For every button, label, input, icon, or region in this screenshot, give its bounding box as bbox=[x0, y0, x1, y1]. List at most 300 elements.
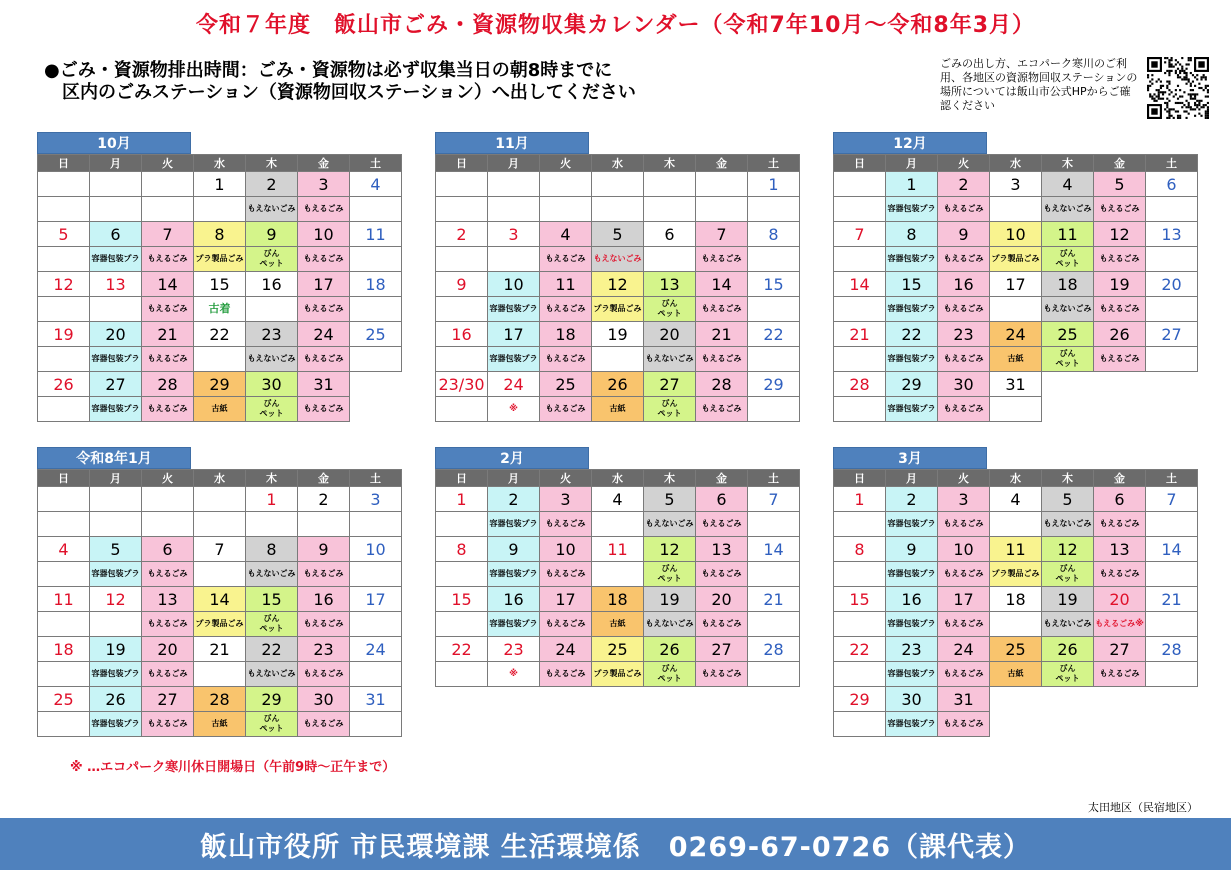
collection-type-label: もえるごみ bbox=[545, 404, 586, 413]
weekday-header: 金 bbox=[1094, 470, 1146, 487]
collection-type-label: 容器包装プラ bbox=[489, 519, 538, 528]
page-title: 令和７年度 飯山市ごみ・資源物収集カレンダー（令和7年10月～令和8年3月） bbox=[195, 13, 1036, 38]
collection-cell bbox=[748, 297, 800, 322]
collection-type-label: もえるごみ bbox=[545, 669, 586, 678]
collection-cell bbox=[886, 512, 938, 537]
collection-cell bbox=[938, 347, 990, 372]
collection-cell bbox=[1094, 197, 1146, 222]
calendar-month-5 bbox=[435, 447, 800, 687]
collection-type-label: もえるごみ bbox=[943, 204, 984, 213]
date-cell: 4 bbox=[350, 172, 402, 197]
collection-cell bbox=[142, 662, 194, 687]
collection-cell bbox=[142, 612, 194, 637]
weekday-header: 月 bbox=[886, 155, 938, 172]
collection-cell bbox=[938, 612, 990, 637]
date-cell: 29 bbox=[834, 687, 886, 712]
month-title: 10月 bbox=[37, 132, 191, 154]
collection-type-label: 容器包装プラ bbox=[887, 619, 936, 628]
date-cell: 23 bbox=[938, 322, 990, 347]
date-cell: 8 bbox=[194, 222, 246, 247]
collection-type-label: もえないごみ bbox=[247, 569, 296, 578]
collection-cell bbox=[938, 397, 990, 422]
collection-cell bbox=[540, 612, 592, 637]
collection-cell bbox=[436, 562, 488, 587]
collection-cell bbox=[436, 197, 488, 222]
collection-cell bbox=[644, 512, 696, 537]
date-cell: 9 bbox=[938, 222, 990, 247]
collection-cell bbox=[938, 712, 990, 737]
date-cell: 10 bbox=[350, 537, 402, 562]
date-cell: 11 bbox=[990, 537, 1042, 562]
area-label: 太田地区（民宿地区） bbox=[1088, 801, 1198, 814]
date-cell: 22 bbox=[246, 637, 298, 662]
date-cell: 25 bbox=[1042, 322, 1094, 347]
collection-type-label: もえるごみ bbox=[147, 254, 188, 263]
date-cell: 14 bbox=[1146, 537, 1198, 562]
calendar-month-6 bbox=[833, 447, 1198, 737]
weekday-header: 月 bbox=[886, 470, 938, 487]
collection-cell bbox=[748, 397, 800, 422]
date-cell: 28 bbox=[696, 372, 748, 397]
collection-row bbox=[38, 297, 402, 322]
collection-cell bbox=[644, 347, 696, 372]
collection-cell bbox=[696, 612, 748, 637]
collection-cell bbox=[644, 562, 696, 587]
date-cell: 8 bbox=[834, 537, 886, 562]
collection-type-label: もえるごみ bbox=[303, 619, 344, 628]
date-cell: 12 bbox=[592, 272, 644, 297]
collection-cell bbox=[194, 612, 246, 637]
date-cell: 6 bbox=[142, 537, 194, 562]
collection-cell bbox=[488, 662, 540, 687]
date-cell: 17 bbox=[540, 587, 592, 612]
collection-cell bbox=[696, 662, 748, 687]
collection-cell bbox=[1042, 197, 1094, 222]
collection-type-label: もえるごみ bbox=[545, 569, 586, 578]
date-cell bbox=[90, 172, 142, 197]
collection-cell bbox=[194, 247, 246, 272]
collection-cell bbox=[1094, 612, 1146, 637]
collection-type-label: もえるごみ bbox=[701, 404, 742, 413]
calendar-month-2 bbox=[435, 132, 800, 422]
date-cell: 9 bbox=[298, 537, 350, 562]
date-row bbox=[38, 637, 402, 662]
collection-cell bbox=[298, 662, 350, 687]
collection-type-label: もえるごみ bbox=[147, 404, 188, 413]
collection-cell bbox=[298, 247, 350, 272]
collection-type-label: もえないごみ bbox=[1043, 204, 1092, 213]
calendar-month-4 bbox=[37, 447, 402, 737]
weekday-header: 月 bbox=[90, 470, 142, 487]
collection-cell bbox=[90, 297, 142, 322]
collection-cell bbox=[540, 397, 592, 422]
date-cell: 8 bbox=[436, 537, 488, 562]
date-cell: 2 bbox=[436, 222, 488, 247]
collection-type-label: 容器包装プラ bbox=[887, 569, 936, 578]
collection-cell bbox=[90, 612, 142, 637]
collection-cell bbox=[644, 197, 696, 222]
date-row bbox=[38, 172, 402, 197]
collection-cell bbox=[540, 297, 592, 322]
collection-row bbox=[38, 512, 402, 537]
date-cell: 5 bbox=[1094, 172, 1146, 197]
collection-cell bbox=[1146, 562, 1198, 587]
collection-cell bbox=[142, 397, 194, 422]
collection-cell bbox=[1094, 662, 1146, 687]
date-cell: 20 bbox=[696, 587, 748, 612]
date-row bbox=[38, 322, 402, 347]
collection-cell bbox=[350, 197, 402, 222]
date-row bbox=[38, 272, 402, 297]
weekday-header: 火 bbox=[142, 470, 194, 487]
date-cell: 22 bbox=[748, 322, 800, 347]
date-cell: 27 bbox=[1146, 322, 1198, 347]
collection-cell bbox=[834, 712, 886, 737]
collection-type-label: もえるごみ bbox=[1099, 354, 1140, 363]
date-cell: 19 bbox=[1094, 272, 1146, 297]
weekday-header: 日 bbox=[436, 155, 488, 172]
date-cell: 12 bbox=[1042, 537, 1094, 562]
weekday-header: 火 bbox=[540, 155, 592, 172]
collection-cell bbox=[1094, 247, 1146, 272]
collection-type-label: 容器包装プラ bbox=[887, 304, 936, 313]
collection-cell bbox=[886, 297, 938, 322]
collection-cell bbox=[436, 297, 488, 322]
date-cell: 24 bbox=[298, 322, 350, 347]
date-cell: 26 bbox=[90, 687, 142, 712]
calendar-grid bbox=[37, 154, 402, 422]
collection-cell bbox=[748, 197, 800, 222]
date-cell: 8 bbox=[748, 222, 800, 247]
weekday-header: 土 bbox=[1146, 155, 1198, 172]
collection-cell bbox=[886, 662, 938, 687]
collection-type-label: もえるごみ bbox=[1099, 304, 1140, 313]
collection-cell bbox=[1146, 297, 1198, 322]
collection-type-label: もえるごみ bbox=[303, 569, 344, 578]
date-cell: 5 bbox=[90, 537, 142, 562]
collection-cell bbox=[540, 562, 592, 587]
collection-cell bbox=[488, 197, 540, 222]
date-cell: 13 bbox=[90, 272, 142, 297]
collection-type-label: 容器包装プラ bbox=[91, 354, 140, 363]
collection-cell bbox=[540, 347, 592, 372]
collection-type-label: もえるごみ bbox=[701, 254, 742, 263]
date-cell: 22 bbox=[834, 637, 886, 662]
collection-cell bbox=[1042, 662, 1094, 687]
collection-cell bbox=[298, 612, 350, 637]
collection-cell bbox=[1042, 612, 1094, 637]
date-cell: 16 bbox=[436, 322, 488, 347]
date-cell: 6 bbox=[644, 222, 696, 247]
collection-type-label: もえるごみ bbox=[701, 619, 742, 628]
collection-type-label: びん ペット bbox=[657, 664, 682, 683]
collection-cell bbox=[938, 562, 990, 587]
collection-row bbox=[834, 197, 1198, 222]
collection-cell bbox=[696, 562, 748, 587]
collection-type-label: もえるごみ bbox=[147, 669, 188, 678]
date-cell: 1 bbox=[436, 487, 488, 512]
date-cell: 25 bbox=[592, 637, 644, 662]
weekday-header: 土 bbox=[350, 155, 402, 172]
date-cell: 23 bbox=[298, 637, 350, 662]
date-row bbox=[834, 222, 1198, 247]
weekday-header: 金 bbox=[298, 155, 350, 172]
collection-type-label: 容器包装プラ bbox=[91, 404, 140, 413]
date-row bbox=[436, 372, 800, 397]
date-row bbox=[436, 172, 800, 197]
collection-type-label: もえないごみ bbox=[247, 354, 296, 363]
collection-cell bbox=[38, 562, 90, 587]
date-cell: 13 bbox=[1146, 222, 1198, 247]
collection-row bbox=[436, 347, 800, 372]
date-cell: 9 bbox=[488, 537, 540, 562]
collection-cell bbox=[488, 612, 540, 637]
date-cell: 27 bbox=[90, 372, 142, 397]
collection-cell bbox=[488, 247, 540, 272]
collection-cell bbox=[298, 347, 350, 372]
collection-cell bbox=[1042, 297, 1094, 322]
collection-cell bbox=[938, 197, 990, 222]
collection-type-label: もえるごみ bbox=[1099, 569, 1140, 578]
collection-cell bbox=[990, 562, 1042, 587]
weekday-header: 金 bbox=[696, 155, 748, 172]
calendar-grid bbox=[435, 469, 800, 687]
collection-cell bbox=[1094, 347, 1146, 372]
collection-cell bbox=[748, 512, 800, 537]
date-cell: 21 bbox=[748, 587, 800, 612]
collection-type-label: 容器包装プラ bbox=[91, 254, 140, 263]
collection-cell bbox=[748, 562, 800, 587]
collection-type-label: びん ペット bbox=[657, 299, 682, 318]
collection-type-label: もえるごみ bbox=[303, 669, 344, 678]
date-cell: 29 bbox=[194, 372, 246, 397]
collection-cell bbox=[748, 247, 800, 272]
collection-cell bbox=[38, 712, 90, 737]
date-cell: 3 bbox=[990, 172, 1042, 197]
date-cell: 12 bbox=[1094, 222, 1146, 247]
date-row bbox=[436, 322, 800, 347]
collection-row bbox=[834, 397, 1198, 422]
collection-cell bbox=[38, 297, 90, 322]
collection-cell bbox=[488, 512, 540, 537]
date-cell: 31 bbox=[350, 687, 402, 712]
collection-cell bbox=[194, 297, 246, 322]
date-cell: 16 bbox=[298, 587, 350, 612]
collection-type-label: びん ペット bbox=[259, 614, 284, 633]
weekday-header: 日 bbox=[436, 470, 488, 487]
date-cell: 3 bbox=[540, 487, 592, 512]
weekday-header: 日 bbox=[38, 470, 90, 487]
collection-type-label: もえるごみ bbox=[701, 569, 742, 578]
date-row bbox=[436, 637, 800, 662]
weekday-header: 火 bbox=[938, 155, 990, 172]
collection-cell bbox=[748, 612, 800, 637]
date-cell: 19 bbox=[38, 322, 90, 347]
date-cell: 29 bbox=[748, 372, 800, 397]
date-cell: 18 bbox=[990, 587, 1042, 612]
date-cell: 21 bbox=[696, 322, 748, 347]
date-cell: 21 bbox=[142, 322, 194, 347]
collection-row bbox=[436, 197, 800, 222]
date-cell: 31 bbox=[938, 687, 990, 712]
ecopark-footnote: ※ …エコパーク寒川休日開場日（午前9時～正午まで） bbox=[70, 760, 396, 775]
collection-row bbox=[834, 297, 1198, 322]
date-cell: 7 bbox=[1146, 487, 1198, 512]
weekday-header: 木 bbox=[246, 470, 298, 487]
calendar-month-3 bbox=[833, 132, 1198, 422]
collection-cell bbox=[886, 612, 938, 637]
weekday-header: 日 bbox=[834, 155, 886, 172]
weekday-header: 火 bbox=[142, 155, 194, 172]
collection-cell bbox=[298, 562, 350, 587]
date-cell: 26 bbox=[1094, 322, 1146, 347]
collection-row bbox=[436, 397, 800, 422]
date-row bbox=[834, 587, 1198, 612]
date-cell: 27 bbox=[644, 372, 696, 397]
weekday-header: 水 bbox=[592, 155, 644, 172]
collection-cell bbox=[938, 247, 990, 272]
date-cell: 12 bbox=[644, 537, 696, 562]
date-cell: 14 bbox=[142, 272, 194, 297]
collection-cell bbox=[350, 247, 402, 272]
collection-type-label: もえるごみ bbox=[943, 669, 984, 678]
collection-type-label: もえるごみ bbox=[943, 569, 984, 578]
collection-type-label: プラ製品ごみ bbox=[195, 619, 244, 628]
collection-cell bbox=[592, 397, 644, 422]
collection-type-label: もえるごみ bbox=[147, 354, 188, 363]
collection-cell bbox=[990, 197, 1042, 222]
collection-type-label: 容器包装プラ bbox=[887, 204, 936, 213]
date-cell: 20 bbox=[1094, 587, 1146, 612]
collection-cell bbox=[1042, 512, 1094, 537]
collection-cell bbox=[592, 612, 644, 637]
weekday-header: 火 bbox=[938, 470, 990, 487]
date-cell: 17 bbox=[350, 587, 402, 612]
collection-row bbox=[436, 562, 800, 587]
weekday-header: 土 bbox=[748, 470, 800, 487]
date-cell: 11 bbox=[1042, 222, 1094, 247]
collection-cell bbox=[246, 197, 298, 222]
date-row bbox=[834, 322, 1198, 347]
weekday-header: 木 bbox=[1042, 155, 1094, 172]
weekday-header: 日 bbox=[38, 155, 90, 172]
collection-cell bbox=[142, 562, 194, 587]
collection-cell bbox=[246, 712, 298, 737]
date-row bbox=[834, 372, 1198, 397]
collection-cell bbox=[644, 612, 696, 637]
collection-cell bbox=[90, 347, 142, 372]
collection-cell bbox=[886, 347, 938, 372]
collection-type-label: もえるごみ bbox=[943, 719, 984, 728]
collection-cell bbox=[436, 397, 488, 422]
date-cell: 10 bbox=[298, 222, 350, 247]
collection-cell bbox=[644, 662, 696, 687]
date-cell: 17 bbox=[938, 587, 990, 612]
collection-type-label: もえるごみ bbox=[1095, 619, 1136, 628]
collection-cell bbox=[886, 712, 938, 737]
collection-type-label: 古紙 bbox=[211, 404, 228, 413]
date-cell: 16 bbox=[246, 272, 298, 297]
weekday-header: 木 bbox=[644, 470, 696, 487]
date-cell: 15 bbox=[748, 272, 800, 297]
collection-cell bbox=[592, 197, 644, 222]
date-cell: 13 bbox=[696, 537, 748, 562]
date-cell: 27 bbox=[696, 637, 748, 662]
calendar-month-1 bbox=[37, 132, 402, 422]
collection-row bbox=[38, 562, 402, 587]
collection-time-notice bbox=[44, 60, 636, 104]
date-cell: 16 bbox=[938, 272, 990, 297]
date-cell: 31 bbox=[298, 372, 350, 397]
collection-type-label: もえるごみ bbox=[701, 669, 742, 678]
date-cell: 26 bbox=[644, 637, 696, 662]
date-cell: 25 bbox=[990, 637, 1042, 662]
collection-type-label: 容器包装プラ bbox=[489, 354, 538, 363]
collection-cell bbox=[1042, 562, 1094, 587]
date-cell: 23 bbox=[246, 322, 298, 347]
weekday-header: 土 bbox=[748, 155, 800, 172]
collection-type-label: 容器包装プラ bbox=[489, 304, 538, 313]
collection-cell bbox=[488, 347, 540, 372]
date-cell: 15 bbox=[194, 272, 246, 297]
date-cell: 15 bbox=[886, 272, 938, 297]
website-note: ごみの出し方、エコパーク寒川のご利用、各地区の資源物回収ステーションの場所については飯山市公式HPからご確認ください bbox=[940, 57, 1138, 112]
collection-type-label: もえるごみ bbox=[545, 254, 586, 263]
date-cell bbox=[436, 172, 488, 197]
collection-cell bbox=[696, 297, 748, 322]
date-cell: 24 bbox=[350, 637, 402, 662]
date-cell: 29 bbox=[246, 687, 298, 712]
collection-row bbox=[436, 612, 800, 637]
date-cell: 17 bbox=[990, 272, 1042, 297]
collection-cell bbox=[142, 247, 194, 272]
qr-code-icon[interactable] bbox=[1147, 57, 1209, 119]
date-cell: 20 bbox=[142, 637, 194, 662]
collection-cell bbox=[1146, 662, 1198, 687]
date-cell: 25 bbox=[540, 372, 592, 397]
collection-cell bbox=[194, 512, 246, 537]
collection-cell bbox=[748, 662, 800, 687]
date-cell bbox=[38, 487, 90, 512]
collection-cell bbox=[886, 397, 938, 422]
collection-type-label: プラ製品ごみ bbox=[593, 669, 642, 678]
collection-cell bbox=[592, 297, 644, 322]
collection-cell bbox=[298, 197, 350, 222]
date-cell: 7 bbox=[194, 537, 246, 562]
date-cell: 6 bbox=[90, 222, 142, 247]
date-cell: 2 bbox=[298, 487, 350, 512]
date-cell: 10 bbox=[540, 537, 592, 562]
weekday-header: 木 bbox=[246, 155, 298, 172]
collection-type-label: もえるごみ bbox=[303, 204, 344, 213]
collection-type-label: 容器包装プラ bbox=[887, 354, 936, 363]
date-row bbox=[834, 687, 1198, 712]
collection-type-label: 容器包装プラ bbox=[887, 719, 936, 728]
date-cell: 2 bbox=[488, 487, 540, 512]
date-row bbox=[834, 172, 1198, 197]
month-title: 2月 bbox=[435, 447, 589, 469]
collection-type-label: もえるごみ bbox=[545, 519, 586, 528]
date-cell: 1 bbox=[194, 172, 246, 197]
date-cell: 13 bbox=[1094, 537, 1146, 562]
collection-cell bbox=[488, 297, 540, 322]
collection-type-label: もえるごみ bbox=[303, 404, 344, 413]
date-cell: 4 bbox=[592, 487, 644, 512]
collection-cell bbox=[90, 197, 142, 222]
collection-type-label: もえるごみ bbox=[1099, 669, 1140, 678]
date-cell: 18 bbox=[592, 587, 644, 612]
weekday-header: 木 bbox=[1042, 470, 1094, 487]
